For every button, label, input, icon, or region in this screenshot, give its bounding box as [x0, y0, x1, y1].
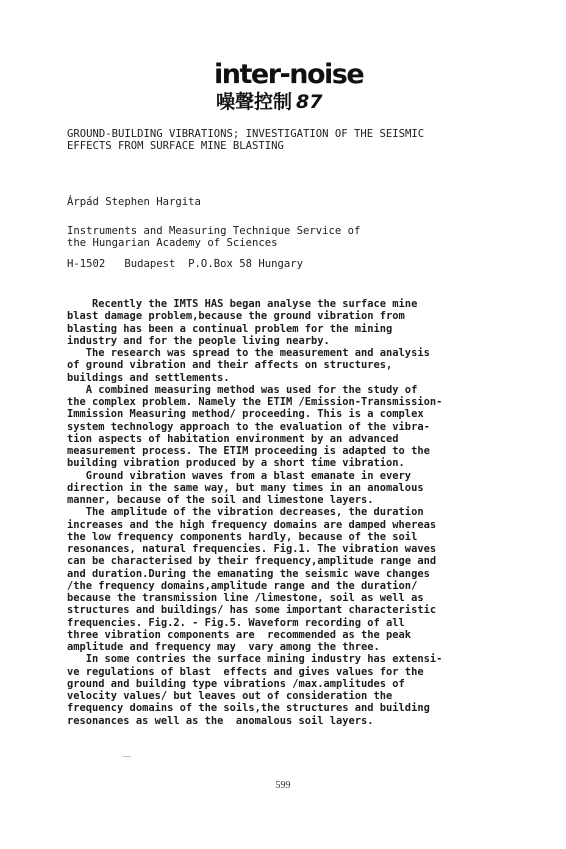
logo-wordmark: inter-noise: [214, 59, 364, 90]
logo-subtitle: [216, 90, 374, 114]
author-address: H-1502 Budapest P.O.Box 58 Hungary: [67, 258, 303, 270]
logo-chinese-text: 噪聲控制: [216, 91, 293, 113]
paper-title: GROUND-BUILDING VIBRATIONS; INVESTIGATION OF THE SEISMIC EFFECTS FROM SURFACE MINE BLASTING: [67, 128, 425, 153]
conference-logo: [214, 60, 374, 114]
scan-mark: [123, 756, 131, 757]
abstract-body: Recently the IMTS HAS began analyse the surface mine blast damage problem,because the ground vibration from blasting has been a continual problem for the mining industry and for the people living nearby. The research was spread to the measurement and analysis of ground vibration and their affects on structures, buildings and settlements. A combined measuring method was used for the study of the complex problem. Namely the ETIM /Emission-Transmission- Immission Measuring method/ proceeding. This is a complex system technology approach to the evaluation of the vibra- tion aspects of habitation environment by an advanced measurement process. The ETIM proceeding is adapted to the building vibration produced by a short time vibration. Ground vibration waves from a blast emanate in every direction in the same way, but many times in an anomalous manner, because of the soil and limestone layers. The amplitude of the vibration decreases, the duration increases and the high frequency domains are damped whereas the low frequency components hardly, because of the soil resonances, natural frequencies. Fig.1. The vibration waves can be characterised by their frequency,amplitude range and and duration.During the emanating the seismic wave changes /the frequency domains,amplitude range and the duration/ because the transmission line /limestone, soil as well as structures and buildings/ has some important characteristic frequencies. Fig.2. - Fig.5. Waveform recording of all three vibration components are recommended as the peak amplitude and frequency may vary among the three. In some contries the surface mining industry has extensi- ve regulations of blast effects and gives values for the ground and building type vibrations /max.amplitudes of velocity values/ but leaves out of consideration the frequency domains of the soils,the structures and building resonances as well as the anomalous soil layers.: [67, 298, 443, 727]
author-affiliation: Instruments and Measuring Technique Service of the Hungarian Academy of Sciences: [67, 225, 361, 250]
author-name: Árpád Stephen Hargita: [67, 196, 201, 208]
page-number: 599: [275, 780, 291, 791]
logo-year: 87: [296, 91, 323, 113]
